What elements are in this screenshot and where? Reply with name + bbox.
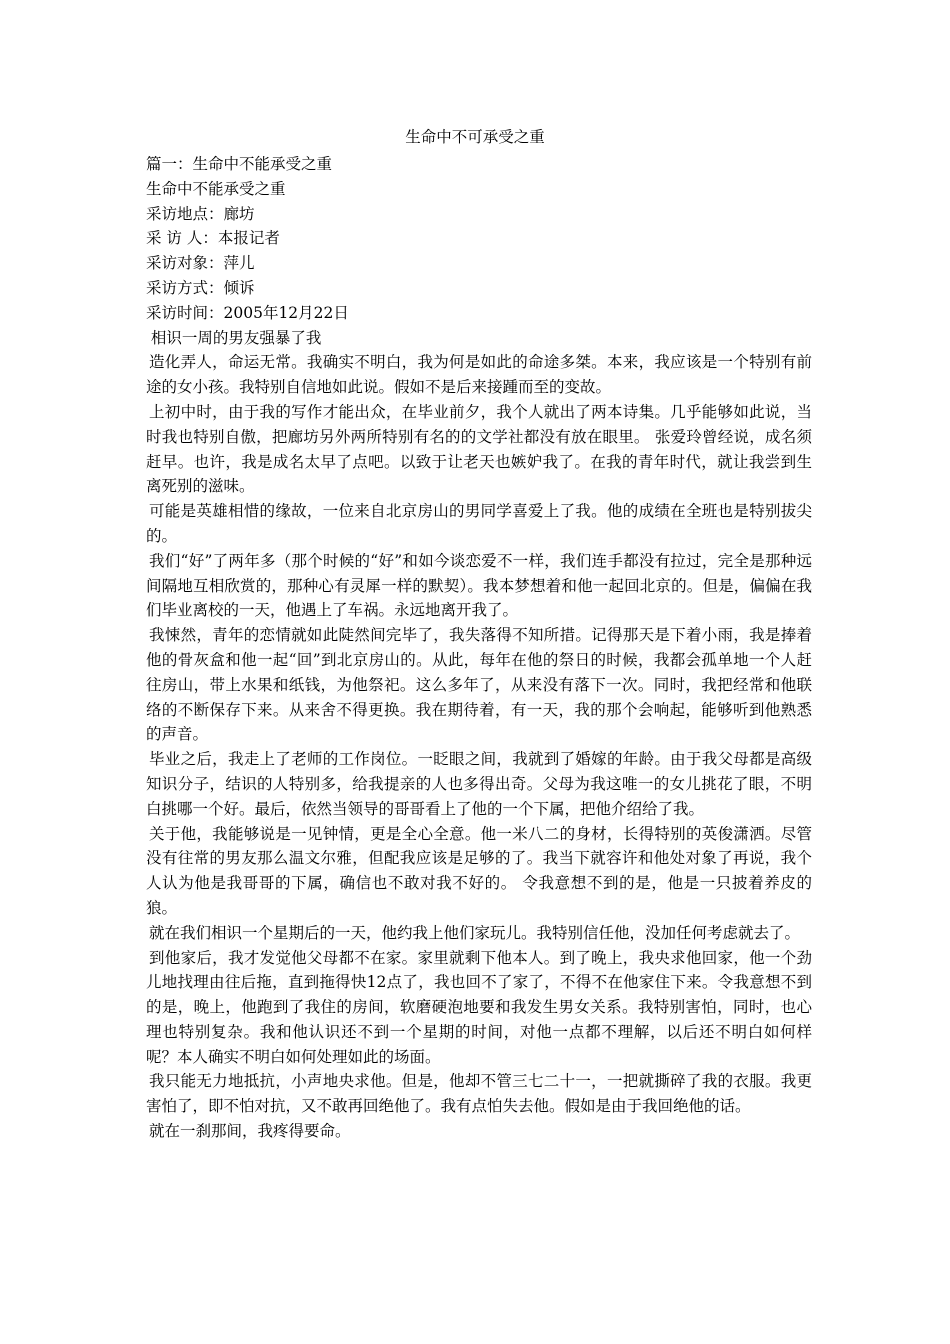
story-subtitle: 相识一周的男友强暴了我	[146, 328, 322, 347]
paragraph: 可能是英雄相惜的缘故，一位来自北京房山的男同学喜爱上了我。他的成绩在全班也是特别拔尖的。	[146, 502, 812, 545]
paragraph: 毕业之后，我走上了老师的工作岗位。一眨眼之间，我就到了婚嫁的年龄。由于我父母都是高级知识分子，结识的人特别多，给我提亲的人也多得出奇。父母为我这唯一的女儿挑花了眼，不明白挑哪一个好。最后，依然当领导的哥哥看上了他的一个下属，把他介绍给了我。	[146, 750, 812, 818]
paragraph: 我悚然，青年的恋情就如此陡然间完毕了，我失落得不知所措。记得那天是下着小雨，我是捧着他的骨灰盒和他一起“回”到北京房山的。从此，每年在他的祭日的时候，我都会孤单地一个人赶往房山，带上水果和纸钱，为他祭祀。这么多年了，从来没有落下一次。同时，我把经常和他联络的不断保存下来。从来舍不得更换。我在期待着，有一天，我的那个会响起，能够听到他熟悉的声音。	[146, 626, 812, 744]
paragraph: 关于他，我能够说是一见钟情，更是全心全意。他一米八二的身材，长得特别的英俊潇洒。尽管没有往常的男友那么温文尔雅，但配我应该是足够的了。我当下就容许和他处对象了再说，我个人认为他是我哥哥的下属，确信也不敢对我不好的。 令我意想不到的是，他是一只披着养皮的狼。	[146, 824, 812, 917]
paragraph: 造化弄人，命运无常。我确实不明白，我为何是如此的命途多桀。本来，我应该是一个特别有前途的女小孩。我特别自信地如此说。假如不是后来接踵而至的变故。	[146, 353, 812, 397]
paragraph: 上初中时，由于我的写作才能出众，在毕业前夕，我个人就出了两本诗集。几乎能够如此说，当时我也特别自傲，把廊坊另外两所特别有名的的文学社都没有放在眼里。 张爱玲曾经说，成名须赶早。也许，我是成名太早了点吧。以致于让老天也嫉妒我了。在我的青年时代，就让我尝到生离死别的滋味。	[146, 402, 812, 496]
paragraph: 我们“好”了两年多（那个时候的“好”和如今谈恋爱不一样，我们连手都没有拉过，完全是那种远间隔地互相欣赏的，那种心有灵犀一样的默契）。我本梦想着和他一起回北京的。但是，偏偏在我们毕业离校的一天，他遇上了车祸。永远地离开我了。	[146, 551, 812, 620]
interview-location: 采访地点：廊坊	[146, 204, 255, 223]
interviewee: 采访对象：萍儿	[146, 254, 255, 273]
interview-date: 采访时间：2005年12月22日	[146, 303, 349, 322]
paragraph: 到他家后，我才发觉他父母都不在家。家里就剩下他本人。到了晚上，我央求他回家，他一个劲儿地找理由往后拖，直到拖得快12点了，我也回不了家了，不得不在他家住下来。令我意想不到的是，晚上，他跑到了我住的房间，软磨硬泡地要和我发生男女关系。我特别害怕，同时，也心理也特别复杂。我和他认识还不到一个星期的时间，对他一点都不理解，以后还不明白如何样呢？本人确实不明白如何处理如此的场面。	[146, 948, 812, 1066]
paragraph: 就在我们相识一个星期后的一天，他约我上他们家玩儿。我特别信任他，没加任何考虑就去了。	[149, 923, 801, 942]
paragraph: 就在一刹那间，我疼得要命。	[149, 1122, 351, 1141]
document-body	[146, 152, 812, 1144]
interview-method: 采访方式：倾诉	[146, 278, 255, 297]
paragraph: 我只能无力地抵抗，小声地央求他。但是，他却不管三七二十一，一把就撕碎了我的衣服。我更害怕了，即不怕对抗，又不敢再回绝他了。我有点怕失去他。假如是由于我回绝他的话。	[146, 1072, 812, 1116]
article-title: 生命中不能承受之重	[146, 179, 286, 198]
interviewer: 采 访 人：本报记者	[146, 229, 280, 248]
document-title: 生命中不可承受之重	[405, 128, 545, 146]
section-heading: 篇一：生命中不能承受之重	[146, 155, 333, 173]
